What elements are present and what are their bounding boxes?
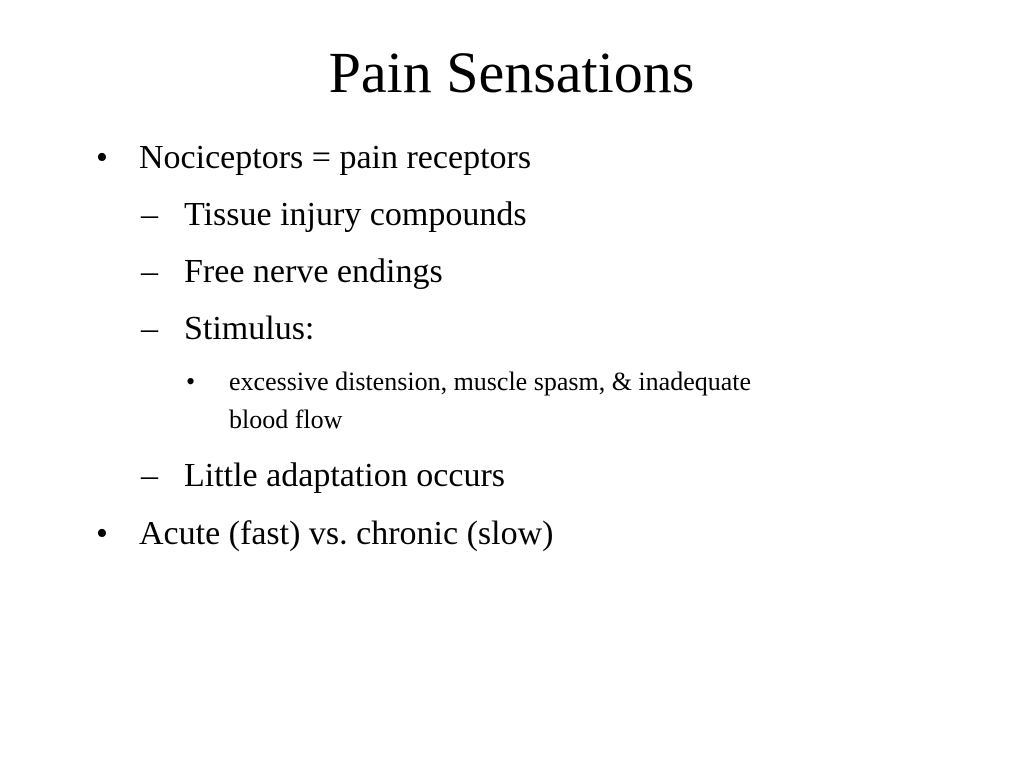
sub-bullet-item [0, 309, 1023, 349]
sub-bullet-text: Tissue injury compounds [184, 196, 527, 233]
bullet-marker: • [96, 139, 108, 176]
dash-marker: – [141, 196, 158, 233]
bullet-marker: • [96, 515, 108, 552]
sub-bullet-text: Stimulus: [184, 310, 315, 347]
bullet-marker: • [186, 367, 196, 396]
bullet-text: Nociceptors = pain receptors [139, 139, 532, 176]
sub-sub-bullet-item [0, 363, 1023, 439]
sub-bullet-item [0, 195, 1023, 235]
dash-marker: – [141, 457, 158, 494]
dash-marker: – [141, 310, 158, 347]
slide-title: Pain Sensations [328, 40, 695, 105]
sub-bullet-text: Free nerve endings [184, 253, 443, 290]
sub-sub-bullet-text-line1: excessive distension, muscle spasm, & inadequate [229, 367, 752, 396]
sub-bullet-item [0, 456, 1023, 496]
sub-bullet-text: Little adaptation occurs [184, 457, 505, 494]
sub-sub-bullet-text-line2: blood flow [229, 405, 343, 434]
bullet-item [0, 514, 1023, 554]
sub-bullet-item [0, 252, 1023, 292]
bullet-item [0, 138, 1023, 178]
dash-marker: – [141, 253, 158, 290]
bullet-text: Acute (fast) vs. chronic (slow) [139, 515, 554, 552]
